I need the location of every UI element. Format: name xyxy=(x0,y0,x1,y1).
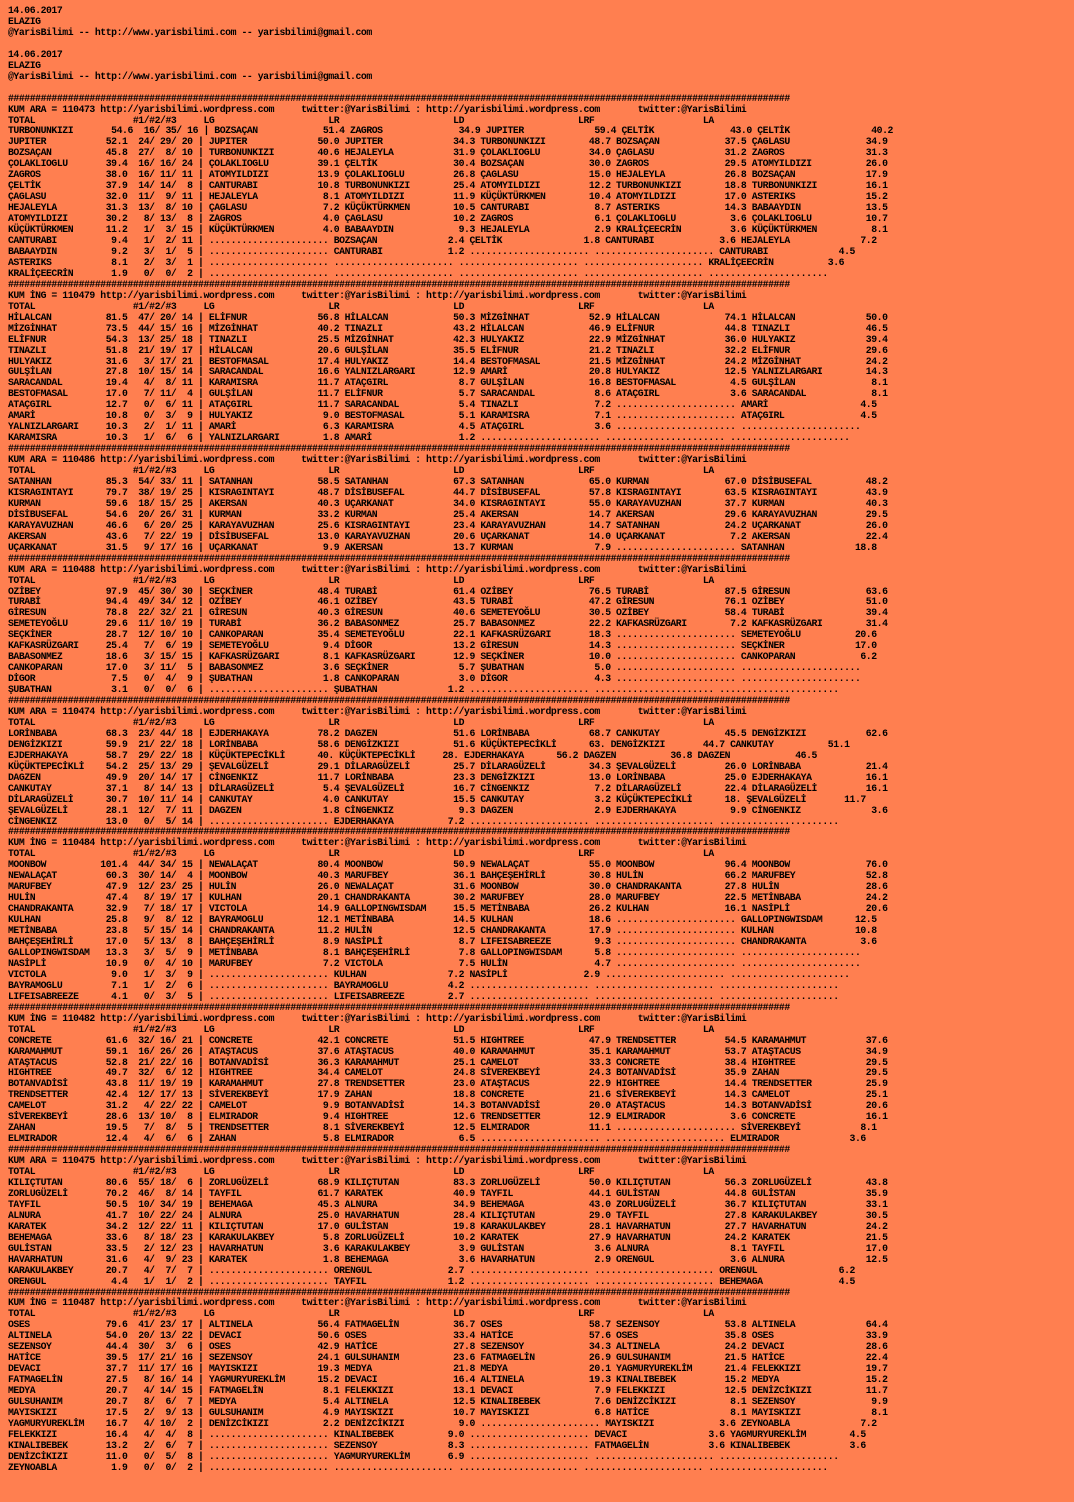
table-row: SEMETEYOĞLU 29.6 11/ 10/ 19 | TURABİ 36.2 BABASONMEZ 25.7 BABASONMEZ 22.2 KAFKASRÜZGARI 7.2 KAFKASRÜZGARI 31.4 xyxy=(8,618,888,630)
table-row: CANKUTAY 37.1 8/ 14/ 13 | DİLARAGÜZELİ 5.4 ŞEVALGÜZELİ 16.7 CİNGENKIZ 7.2 DİLARAGÜZELİ 22.4 DİLARAGÜZELİ 16.1 xyxy=(8,782,888,794)
table-row: ASTERIKS 8.1 2/ 3/ 1 | ...................... ...................... ...................... ...................... KRALİÇEECRİN 3.6 xyxy=(8,256,845,268)
race-title: KUM ARA = 110474 http://yarisbilimi.wordpress.com twitter:@YarisBilimi : http://yarisbilimi.wordpress.com twitter:@YarisBilimi xyxy=(8,706,747,717)
table-row: GULSUHANIM 20.7 8/ 6/ 7 | MEDYA 5.4 ALTINELA 12.5 KINALIBEBEK 7.6 DENİZCİKIZI 8.1 SEZENSOY 9.9 xyxy=(8,1396,888,1408)
table-row: OZİBEY 97.9 45/ 30/ 30 | SEÇKİNER 48.4 TURABİ 61.4 OZİBEY 76.5 TURABİ 87.5 GİRESUN 63.6 xyxy=(8,585,888,597)
table-row: HEJALEYLA 31.3 13/ 8/ 10 | ÇAGLASU 7.2 KÜÇÜKTÜRKMEN 10.5 CANTURABI 8.7 ASTERIKS 14.3 BABAAYDIN 13.5 xyxy=(8,202,888,214)
table-row: MİZGİNHAT 73.5 44/ 15/ 16 | MİZGİNHAT 40.2 TINAZLI 43.2 HİLALCAN 46.9 ELİFNUR 44.8 TINAZLI 46.5 xyxy=(8,322,888,334)
table-row: CANKOPARAN 17.0 3/ 11/ 5 | BABASONMEZ 3.6 SEÇKİNER 5.7 ŞUBATHAN 5.0 ...................... ...................... xyxy=(8,662,861,674)
header-date: 14.06.2017 xyxy=(8,5,63,16)
separator: ################################################################################################################################################ xyxy=(8,92,790,104)
table-row: KARAYAVUZHAN 46.6 6/ 20/ 25 | KARAYAVUZHAN 25.6 KISRAGINTAYI 23.4 KARAYAVUZHAN 14.7 SATANHAN 24.2 UÇARKANAT 26.0 xyxy=(8,519,888,531)
table-row: AKERSAN 43.6 7/ 22/ 19 | DİSİBUSEFAL 13.0 KARAYAVUZHAN 20.6 UÇARKANAT 14.0 UÇARKANAT 7.2 AKERSAN 22.4 xyxy=(8,530,888,542)
table-row: CAMELOT 31.2 4/ 22/ 22 | CAMELOT 9.9 BOTANVADİSİ 14.3 BOTANVADİSİ 20.0 ATAŞTACUS 14.3 BOTANVADİSİ 20.6 xyxy=(8,1100,888,1112)
table-row: YALNIZLARGARI 10.3 2/ 1/ 11 | AMARİ 6.3 KARAMISRA 4.5 ATAÇGIRL 3.6 ...................... ...................... xyxy=(8,421,861,433)
table-row: KARAMAHMUT 59.1 16/ 26/ 26 | ATAŞTACUS 37.6 ATAŞTACUS 40.0 KARAMAHMUT 35.1 KARAMAHMUT 53.7 ATAŞTACUS 34.9 xyxy=(8,1045,888,1057)
table-row: SEÇKİNER 28.7 12/ 10/ 10 | CANKOPARAN 35.4 SEMETEYOĞLU 22.1 KAFKASRÜZGARI 18.3 ...................... SEMETEYOĞLU 20.6 xyxy=(8,629,877,641)
column-headers: TOTAL #1/#2/#3 LG LR LD LRF LA xyxy=(8,465,714,477)
column-headers: TOTAL #1/#2/#3 LG LR LD LRF LA xyxy=(8,574,714,586)
table-row: TINAZLI 51.8 21/ 19/ 17 | HİLALCAN 20.6 GULŞİLAN 35.5 ELİFNUR 21.2 TINAZLI 32.2 ELİFNUR 29.6 xyxy=(8,344,888,356)
table-row: DAGZEN 49.9 20/ 14/ 17 | CİNGENKIZ 11.7 LORİNBABA 23.3 DENGİZKIZI 13.0 LORİNBABA 25.0 EJDERHAKAYA 16.1 xyxy=(8,771,888,783)
table-row: LIFEISABREEZE 4.1 0/ 3/ 5 | ...................... LIFEISABREEZE 2.7 ...................... ...................... ...................... xyxy=(8,990,839,1002)
table-row: AMARİ 10.8 0/ 3/ 9 | HULYAKIZ 9.0 BESTOFMASAL 5.1 KARAMISRA 7.1 ...................... ATAÇGIRL 4.5 xyxy=(8,410,877,422)
table-row: TURABİ 94.4 49/ 34/ 12 | OZİBEY 46.1 OZİBEY 43.5 TURABİ 47.2 GİRESUN 76.1 OZİBEY 51.0 xyxy=(8,596,888,608)
table-row: DİSİBUSEFAL 54.6 20/ 26/ 31 | KURMAN 33.2 KURMAN 25.4 AKERSAN 14.7 AKERSAN 29.6 KARAYAVUZHAN 29.5 xyxy=(8,508,888,520)
separator: ################################################################################################################################################ xyxy=(8,1001,790,1013)
table-row: ATAÇGIRL 12.7 0/ 6/ 11 | ATAÇGIRL 11.7 SARACANDAL 5.4 TINAZLI 7.2 ...................... AMARİ 4.5 xyxy=(8,399,877,411)
column-headers: TOTAL #1/#2/#3 LG LR LD LRF LA xyxy=(8,1166,714,1178)
table-row: ÇOLAKLIOGLU 39.4 16/ 16/ 24 | ÇOLAKLIOGLU 39.1 ÇELTİK 30.4 BOZSAÇAN 30.0 ZAGROS 29.5 ATOMYILDIZI 26.0 xyxy=(8,158,888,170)
table-row: FATMAGELİN 27.5 8/ 16/ 14 | YAGMURYUREKLİM 15.2 DEVACI 16.4 ALTINELA 19.3 KINALIBEBEK 15.2 MEDYA 15.2 xyxy=(8,1374,888,1386)
race-title: KUM ARA = 110488 http://yarisbilimi.wordpress.com twitter:@YarisBilimi : http://yarisbilimi.wordpress.com twitter:@YarisBilimi xyxy=(8,563,747,575)
race-title: KUM İNG = 110484 http://yarisbilimi.wordpress.com twitter:@YarisBilimi : http://yarisbilimi.wordpress.com twitter:@YarisBilimi xyxy=(8,837,747,849)
race-title: KUM İNG = 110482 http://yarisbilimi.wordpress.com twitter:@YarisBilimi : http://yarisbilimi.wordpress.com twitter:@YarisBilimi xyxy=(8,1012,747,1024)
table-row: CANTURABI 9.4 1/ 2/ 11 | ...................... BOZSAÇAN 2.4 ÇELTİK 1.8 CANTURABI 3.6 HEJALEYLA 7.2 xyxy=(8,235,877,247)
table-row: ALNURA 41.7 10/ 22/ 24 | ALNURA 25.0 HAVARHATUN 28.4 KILIÇTUTAN 29.0 TAYFIL 27.8 KARAKULAKBEY 30.5 xyxy=(8,1209,888,1221)
column-headers: TOTAL #1/#2/#3 LG LR LD LRF LA xyxy=(8,114,714,126)
table-row: METİNBABA 23.8 5/ 15/ 14 | CHANDRAKANTA 11.2 HULİN 12.5 CHANDRAKANTA 17.9 ...................... KULHAN 10.8 xyxy=(8,925,877,937)
table-row: FELEKKIZI 16.4 4/ 4/ 8 | ...................... KINALIBEBEK 9.0 ...................... DEVACI 3.6 YAGMURYUREKLİM 4.5 xyxy=(8,1428,866,1440)
table-row: KARATEK 34.2 12/ 22/ 11 | KILIÇTUTAN 17.0 GULİSTAN 19.8 KARAKULAKBEY 28.1 HAVARHATUN 27.7 HAVARHATUN 24.2 xyxy=(8,1220,888,1232)
race-title: KUM İNG = 110487 http://yarisbilimi.wordpress.com twitter:@YarisBilimi : http://yarisbilimi.wordpress.com twitter:@YarisBilimi xyxy=(8,1297,747,1309)
table-row: DİLARAGÜZELİ 30.7 10/ 11/ 14 | CANKUTAY 4.0 CANKUTAY 15.5 CANKUTAY 3.2 KÜÇÜKTEPECİKLİ 18. ŞEVALGÜZELİ 11.7 xyxy=(8,793,866,805)
table-row: EJDERHAKAYA 58.7 29/ 22/ 18 | KÜÇÜKTEPECİKLİ 40. KÜÇÜKTEPECİKLİ 28. EJDERHAKAYA 56.2 DAGZEN 36.8 DAGZEN 46.5 xyxy=(8,749,817,761)
table-row: ZAGROS 38.0 16/ 11/ 11 | ATOMYILDIZI 13.9 ÇOLAKLIOGLU 26.8 ÇAGLASU 15.0 HEJALEYLA 26.8 BOZSAÇAN 17.9 xyxy=(8,169,888,181)
table-row: CONCRETE 61.6 32/ 16/ 21 | CONCRETE 42.1 CONCRETE 51.5 HIGHTREE 47.9 TRENDSETTER 54.5 KARAMAHMUT 37.6 xyxy=(8,1034,888,1046)
separator: ################################################################################################################################################ xyxy=(8,552,790,564)
table-row: LORİNBABA 68.3 23/ 44/ 18 | EJDERHAKAYA 78.2 DAGZEN 51.6 LORİNBABA 68.7 CANKUTAY 45.5 DENGİZKIZI 62.6 xyxy=(8,727,888,739)
race-report xyxy=(8,6,893,1474)
race-title: KUM ARA = 110475 http://yarisbilimi.wordpress.com twitter:@YarisBilimi : http://yarisbilimi.wordpress.com twitter:@YarisBilimi xyxy=(8,1155,747,1167)
table-row: KILIÇTUTAN 80.6 55/ 18/ 6 | ZORLUGÜZELİ 68.9 KILIÇTUTAN 83.3 ZORLUGÜZELİ 50.0 KILIÇTUTAN 56.3 ZORLUGÜZELİ 43.8 xyxy=(8,1176,888,1188)
table-row: KÜÇÜKTEPECİKLİ 54.2 25/ 13/ 29 | ŞEVALGÜZELİ 29.1 DİLARAGÜZELİ 25.7 DİLARAGÜZELİ 34.3 ŞEVALGÜZELİ 26.0 LORİNBABA 21.4 xyxy=(8,760,888,772)
table-row: MOONBOW 101.4 44/ 34/ 15 | NEWALAÇAT 80.4 MOONBOW 50.9 NEWALAÇAT 55.0 MOONBOW 96.4 MOONBOW 76.0 xyxy=(8,859,888,871)
race-title: KUM ARA = 110486 http://yarisbilimi.wordpress.com twitter:@YarisBilimi : http://yarisbilimi.wordpress.com twitter:@YarisBilimi xyxy=(8,454,747,466)
separator: ################################################################################################################################################ xyxy=(8,826,790,838)
table-row: HAVARHATUN 31.6 4/ 9/ 23 | KARATEK 1.8 BEHEMAGA 3.6 HAVARHATUN 2.9 ORENGUL 3.6 ALNURA 12.5 xyxy=(8,1253,888,1265)
table-row: KINALIBEBEK 13.2 2/ 6/ 7 | ...................... SEZENSOY 8.3 ...................... FATMAGELİN 3.6 KINALIBEBEK 3.6 xyxy=(8,1439,866,1451)
table-row: BABASONMEZ 18.6 3/ 15/ 15 | KAFKASRÜZGARI 8.1 KAFKASRÜZGARI 12.9 SEÇKİNER 10.0 ...................... CANKOPARAN 6.2 xyxy=(8,651,877,663)
table-row: ORENGUL 4.4 1/ 1/ 2 | ...................... TAYFIL 1.2 ...................... ...................... BEHEMAGA 4.5 xyxy=(8,1275,855,1287)
table-row: DEVACI 37.7 11/ 17/ 16 | MAYISKIZI 19.3 MEDYA 21.8 MEDYA 20.1 YAGMURYUREKLİM 21.4 FELEKKIZI 19.7 xyxy=(8,1363,888,1375)
separator: ################################################################################################################################################ xyxy=(8,1286,790,1298)
table-row: BOZSAÇAN 45.8 27/ 8/ 10 | TURBONUNKIZI 40.6 HEJALEYLA 31.9 ÇOLAKLIOGLU 34.0 ÇAGLASU 31.2 ZAGROS 31.3 xyxy=(8,147,888,159)
table-row: KULHAN 25.8 9/ 8/ 12 | BAYRAMOGLU 12.1 METİNBABA 14.5 KULHAN 18.6 ...................... GALLOPINGWISDAM 12.5 xyxy=(8,914,877,926)
table-row: HULİN 47.4 8/ 19/ 17 | KULHAN 20.1 CHANDRAKANTA 30.2 MARUFBEY 28.0 MARUFBEY 22.5 METİNBABA 24.2 xyxy=(8,892,888,904)
table-row: VICTOLA 9.0 1/ 3/ 9 | ...................... KULHAN 7.2 NASİPLİ 2.9 ...................... ...................... xyxy=(8,968,850,980)
table-row: HATİCE 39.5 17/ 21/ 16 | SEZENSOY 24.1 GULSUHANIM 23.6 FATMAGELİN 26.9 GULSUHANIM 21.5 HATİCE 22.4 xyxy=(8,1352,888,1364)
table-row: BABAAYDIN 9.2 3/ 1/ 5 | ...................... CANTURABI 1.2 ...................... ...................... CANTURABI 4.5 xyxy=(8,245,855,257)
table-row: ATAŞTACUS 52.8 21/ 22/ 16 | BOTANVADİSİ 36.3 KARAMAHMUT 25.1 CAMELOT 33.3 CONCRETE 38.4 HIGHTREE 29.5 xyxy=(8,1056,888,1068)
race-title: KUM ARA = 110473 http://yarisbilimi.wordpress.com twitter:@YarisBilimi : http://yarisbilimi.wordpress.com twitter:@YarisBilimi xyxy=(8,103,747,115)
table-row: SİVEREKBEYİ 28.6 13/ 10/ 8 | ELMIRADOR 9.4 HIGHTREE 12.6 TRENDSETTER 12.9 ELMIRADOR 3.6 CONCRETE 16.1 xyxy=(8,1111,888,1123)
table-row: BESTOFMASAL 17.0 7/ 11/ 4 | GULŞİLAN 11.7 ELİFNUR 5.7 SARACANDAL 8.6 ATAÇGIRL 3.6 SARACANDAL 8.1 xyxy=(8,388,888,400)
column-headers: TOTAL #1/#2/#3 LG LR LD LRF LA xyxy=(8,716,714,728)
table-row: ÇELTİK 37.9 14/ 14/ 8 | CANTURABI 10.8 TURBONUNKIZI 25.4 ATOMYILDIZI 12.2 TURBONUNKIZI 18.8 TURBONUNKIZI 16.1 xyxy=(8,180,888,192)
column-headers: TOTAL #1/#2/#3 LG LR LD LRF LA xyxy=(8,300,714,312)
column-headers: TOTAL #1/#2/#3 LG LR LD LRF LA xyxy=(8,1308,714,1320)
table-row: KÜÇÜKTÜRKMEN 11.2 1/ 3/ 15 | KÜÇÜKTÜRKMEN 4.0 BABAAYDIN 9.3 HEJALEYLA 2.9 KRALİÇEECRİN 3.6 KÜÇÜKTÜRKMEN 8.1 xyxy=(8,224,888,236)
table-row: ÇAGLASU 32.0 11/ 9/ 11 | HEJALEYLA 8.1 ATOMYILDIZI 11.9 KÜÇÜKTÜRKMEN 10.4 ATOMYILDIZI 17.0 ASTERIKS 15.2 xyxy=(8,191,888,203)
separator: ################################################################################################################################################ xyxy=(8,695,790,707)
table-row: KAFKASRÜZGARI 25.4 7/ 6/ 19 | SEMETEYOĞLU 9.4 DİGOR 13.2 GİRESUN 14.3 ...................... SEÇKİNER 17.0 xyxy=(8,640,877,652)
table-row: ALTINELA 54.0 20/ 13/ 22 | DEVACI 50.6 OSES 33.4 HATİCE 57.6 OSES 35.8 OSES 33.9 xyxy=(8,1330,888,1342)
table-row: KISRAGINTAYI 79.7 38/ 19/ 25 | KISRAGINTAYI 48.7 DİSİBUSEFAL 44.7 DİSİBUSEFAL 57.8 KISRAGINTAYI 63.5 KISRAGINTAYI 43.9 xyxy=(8,486,888,498)
table-row: JUPITER 52.1 24/ 29/ 20 | JUPITER 50.0 JUPITER 34.3 TURBONUNKIZI 48.7 BOZSAÇAN 37.5 ÇAGLASU 34.9 xyxy=(8,136,888,148)
table-row: GULİSTAN 33.5 2/ 12/ 23 | HAVARHATUN 3.6 KARAKULAKBEY 3.9 GULİSTAN 3.6 ALNURA 8.1 TAYFIL 17.0 xyxy=(8,1242,888,1254)
table-row: ELMIRADOR 12.4 4/ 6/ 6 | ZAHAN 5.8 ELMIRADOR 6.5 ...................... ...................... ELMIRADOR 3.6 xyxy=(8,1133,866,1145)
table-row: NASİPLİ 10.9 0/ 4/ 10 | MARUFBEY 7.2 VICTOLA 7.5 HULİN 4.7 ...................... ...................... xyxy=(8,957,861,969)
table-row: MEDYA 20.7 4/ 14/ 15 | FATMAGELİN 8.1 FELEKKIZI 13.1 DEVACI 7.9 FELEKKIZI 12.5 DENİZCİKIZI 11.7 xyxy=(8,1385,888,1397)
table-row: CHANDRAKANTA 32.9 7/ 18/ 17 | VICTOLA 14.9 GALLOPINGWISDAM 15.5 METİNBABA 26.2 KULHAN 16.1 NASİPLİ 20.6 xyxy=(8,903,888,915)
table-row: KRALİÇEECRİN 1.9 0/ 0/ 2 | ...................... ...................... ...................... ...................... ...................... xyxy=(8,267,828,279)
table-row: ZAHAN 19.5 7/ 8/ 5 | TRENDSETTER 8.1 SİVEREKBEYİ 12.5 ELMIRADOR 11.1 ...................... SİVEREKBEYİ 8.1 xyxy=(8,1122,877,1134)
header-city: ELAZIG xyxy=(8,59,41,71)
table-row: SARACANDAL 19.4 4/ 8/ 11 | KARAMISRA 11.7 ATAÇGIRL 8.7 GULŞİLAN 16.8 BESTOFMASAL 4.5 GULŞİLAN 8.1 xyxy=(8,377,888,389)
separator: ################################################################################################################################################ xyxy=(8,443,790,455)
table-row: BAHÇEŞEHİRLİ 17.0 5/ 13/ 8 | BAHÇEŞEHİRLİ 8.9 NASİPLİ 8.7 LIFEISABREEZE 9.3 ...................... CHANDRAKANTA 3.6 xyxy=(8,936,877,948)
table-row: ELİFNUR 54.3 13/ 25/ 18 | TINAZLI 25.5 MİZGİNHAT 42.3 HULYAKIZ 22.9 MİZGİNHAT 36.0 HULYAKIZ 39.4 xyxy=(8,333,888,345)
table-row: UÇARKANAT 31.5 9/ 17/ 16 | UÇARKANAT 9.9 AKERSAN 13.7 KURMAN 7.9 ...................... SATANHAN 18.8 xyxy=(8,541,877,553)
table-row: TRENDSETTER 42.4 12/ 17/ 13 | SİVEREKBEYİ 17.9 ZAHAN 18.8 CONCRETE 21.6 SİVEREKBEYİ 14.3 CAMELOT 25.1 xyxy=(8,1089,888,1101)
table-row: BOTANVADİSİ 43.8 11/ 19/ 19 | KARAMAHMUT 27.8 TRENDSETTER 23.0 ATAŞTACUS 22.9 HIGHTREE 14.4 TRENDSETTER 25.9 xyxy=(8,1078,888,1090)
table-row: DİGOR 7.5 0/ 4/ 9 | ŞUBATHAN 1.8 CANKOPARAN 3.0 DİGOR 4.3 ...................... ...................... xyxy=(8,673,861,685)
table-row: DENİZCİKIZI 11.0 0/ 5/ 8 | ...................... YAGMURYUREKLİM 6.9 ...................... ...................... ...................... xyxy=(8,1450,839,1462)
table-row: NEWALAÇAT 60.3 30/ 14/ 4 | MOONBOW 40.3 MARUFBEY 36.1 BAHÇEŞEHİRLİ 30.8 HULİN 66.2 MARUFBEY 52.8 xyxy=(8,870,888,882)
table-row: BEHEMAGA 33.6 8/ 18/ 23 | KARAKULAKBEY 5.8 ZORLUGÜZELİ 10.2 KARATEK 27.9 HAVARHATUN 24.2 KARATEK 21.5 xyxy=(8,1231,888,1243)
table-row: MARUFBEY 47.9 12/ 23/ 25 | HULİN 26.0 NEWALAÇAT 31.6 MOONBOW 30.0 CHANDRAKANTA 27.8 HULİN 28.6 xyxy=(8,881,888,893)
table-row: HIGHTREE 49.7 32/ 6/ 12 | HIGHTREE 34.4 CAMELOT 24.8 SİVEREKBEYİ 24.3 BOTANVADİSİ 35.9 ZAHAN 29.5 xyxy=(8,1067,888,1079)
table-row: ŞEVALGÜZELİ 28.1 12/ 7/ 11 | DAGZEN 1.8 CİNGENKIZ 9.3 DAGZEN 2.9 EJDERHAKAYA 9.9 CİNGENKIZ 3.6 xyxy=(8,804,888,816)
header-credit: @YarisBilimi -- http://www.yarisbilimi.com -- yarisbilimi@gmail.com xyxy=(8,26,372,38)
table-row: CİNGENKIZ 13.0 0/ 5/ 14 | ...................... EJDERHAKAYA 7.2 ...................... ...................... ...................... xyxy=(8,815,839,827)
table-row: KURMAN 59.6 18/ 15/ 25 | AKERSAN 40.3 UÇARKANAT 34.0 KISRAGINTAYI 55.0 KARAYAVUZHAN 37.7 KURMAN 40.3 xyxy=(8,497,888,509)
table-row: SEZENSOY 44.4 30/ 3/ 6 | OSES 42.9 HATİCE 27.8 SEZENSOY 34.3 ALTINELA 24.2 DEVACI 28.6 xyxy=(8,1341,888,1353)
race-title: KUM İNG = 110479 http://yarisbilimi.wordpress.com twitter:@YarisBilimi : http://yarisbilimi.wordpress.com twitter:@YarisBilimi xyxy=(8,289,747,301)
table-row: OSES 79.6 41/ 23/ 17 | ALTINELA 56.4 FATMAGELİN 36.7 OSES 58.7 SEZENSOY 53.8 ALTINELA 64.4 xyxy=(8,1319,888,1331)
table-row: KARAMISRA 10.3 1/ 6/ 6 | YALNIZLARGARI 1.8 AMARİ 1.2 ...................... ...................... ...................... xyxy=(8,432,850,444)
table-row: ŞUBATHAN 3.1 0/ 0/ 6 | ...................... ŞUBATHAN 1.2 ...................... ...................... ...................... xyxy=(8,684,839,696)
table-row: TURBONUNKIZI 54.6 16/ 35/ 16 | BOZSAÇAN 51.4 ZAGROS 34.9 JUPITER 59.4 ÇELTİK 43.0 ÇELTİK 40.2 xyxy=(8,125,893,137)
header-credit: @YarisBilimi -- http://www.yarisbilimi.com -- yarisbilimi@gmail.com xyxy=(8,70,372,82)
header-date: 14.06.2017 xyxy=(8,48,63,60)
table-row: HİLALCAN 81.5 47/ 20/ 14 | ELİFNUR 56.8 HİLALCAN 50.3 MİZGİNHAT 52.9 HİLALCAN 74.1 HİLALCAN 50.0 xyxy=(8,311,888,323)
separator: ################################################################################################################################################ xyxy=(8,1144,790,1156)
table-row: HULYAKIZ 31.6 3/ 17/ 21 | BESTOFMASAL 17.4 HULYAKIZ 14.4 BESTOFMASAL 21.5 MİZGİNHAT 24.2 MİZGİNHAT 24.2 xyxy=(8,355,888,367)
column-headers: TOTAL #1/#2/#3 LG LR LD LRF LA xyxy=(8,848,714,860)
separator: ################################################################################################################################################ xyxy=(8,278,790,290)
table-row: MAYISKIZI 17.5 2/ 9/ 13 | GULSUHANIM 4.9 MAYISKIZI 10.7 MAYISKIZI 6.8 HATİCE 8.1 MAYISKIZI 8.1 xyxy=(8,1407,888,1418)
table-row: GALLOPINGWISDAM 13.3 3/ 5/ 9 | METİNBABA 8.1 BAHÇEŞEHİRLİ 7.8 GALLOPINGWISDAM 5.8 ...................... ...................... xyxy=(8,946,861,958)
column-headers: TOTAL #1/#2/#3 LG LR LD LRF LA xyxy=(8,1023,714,1035)
table-row: KARAKULAKBEY 20.7 4/ 7/ 7 | ...................... ORENGUL 2.7 ...................... ...................... ORENGUL 6.2 xyxy=(8,1264,855,1276)
table-row: BAYRAMOGLU 7.1 1/ 2/ 6 | ...................... BAYRAMOGLU 4.2 ...................... ...................... ...................... xyxy=(8,979,839,991)
table-row: SATANHAN 85.3 54/ 33/ 11 | SATANHAN 58.5 SATANHAN 67.3 SATANHAN 65.0 KURMAN 67.0 DİSİBUSEFAL 48.2 xyxy=(8,475,888,487)
table-row: GULŞİLAN 27.8 10/ 15/ 14 | SARACANDAL 16.6 YALNIZLARGARI 12.9 AMARİ 20.8 HULYAKIZ 12.5 YALNIZLARGARI 14.3 xyxy=(8,366,888,378)
table-row: ZEYNOABLA 1.9 0/ 0/ 2 | ...................... ...................... ...................... ...................... ...................... xyxy=(8,1461,828,1473)
table-row: DENGİZKIZI 59.9 21/ 22/ 18 | LORİNBABA 58.6 DENGİZKIZI 51.6 KÜÇÜKTEPECİKLİ 63. DENGİZKIZI 44.7 CANKUTAY 51.1 xyxy=(8,738,850,750)
table-row: TAYFIL 50.5 10/ 34/ 19 | BEHEMAGA 45.3 ALNURA 34.9 BEHEMAGA 43.0 ZORLUGÜZELİ 36.7 KILIÇTUTAN 33.1 xyxy=(8,1198,888,1210)
table-row: YAGMURYUREKLİM 16.7 4/ 10/ 2 | DENİZCİKIZI 2.2 DENİZCİKIZI 9.0 ...................... MAYISKIZI 3.6 ZEYNOABLA 7.2 xyxy=(8,1417,877,1429)
table-row: ATOMYILDIZI 30.2 8/ 13/ 8 | ZAGROS 4.0 ÇAGLASU 10.2 ZAGROS 6.1 ÇOLAKLIOGLU 3.6 ÇOLAKLIOGLU 10.7 xyxy=(8,213,888,225)
header-city: ELAZIG xyxy=(8,15,41,27)
table-row: ZORLUGÜZELİ 70.2 46/ 8/ 14 | TAYFIL 61.7 KARATEK 40.9 TAYFIL 44.1 GULİSTAN 44.8 GULİSTAN 35.9 xyxy=(8,1187,888,1199)
table-row: GİRESUN 78.8 22/ 32/ 21 | GİRESUN 40.3 GİRESUN 40.6 SEMETEYOĞLU 30.5 OZİBEY 58.4 TURABİ 39.4 xyxy=(8,607,888,619)
